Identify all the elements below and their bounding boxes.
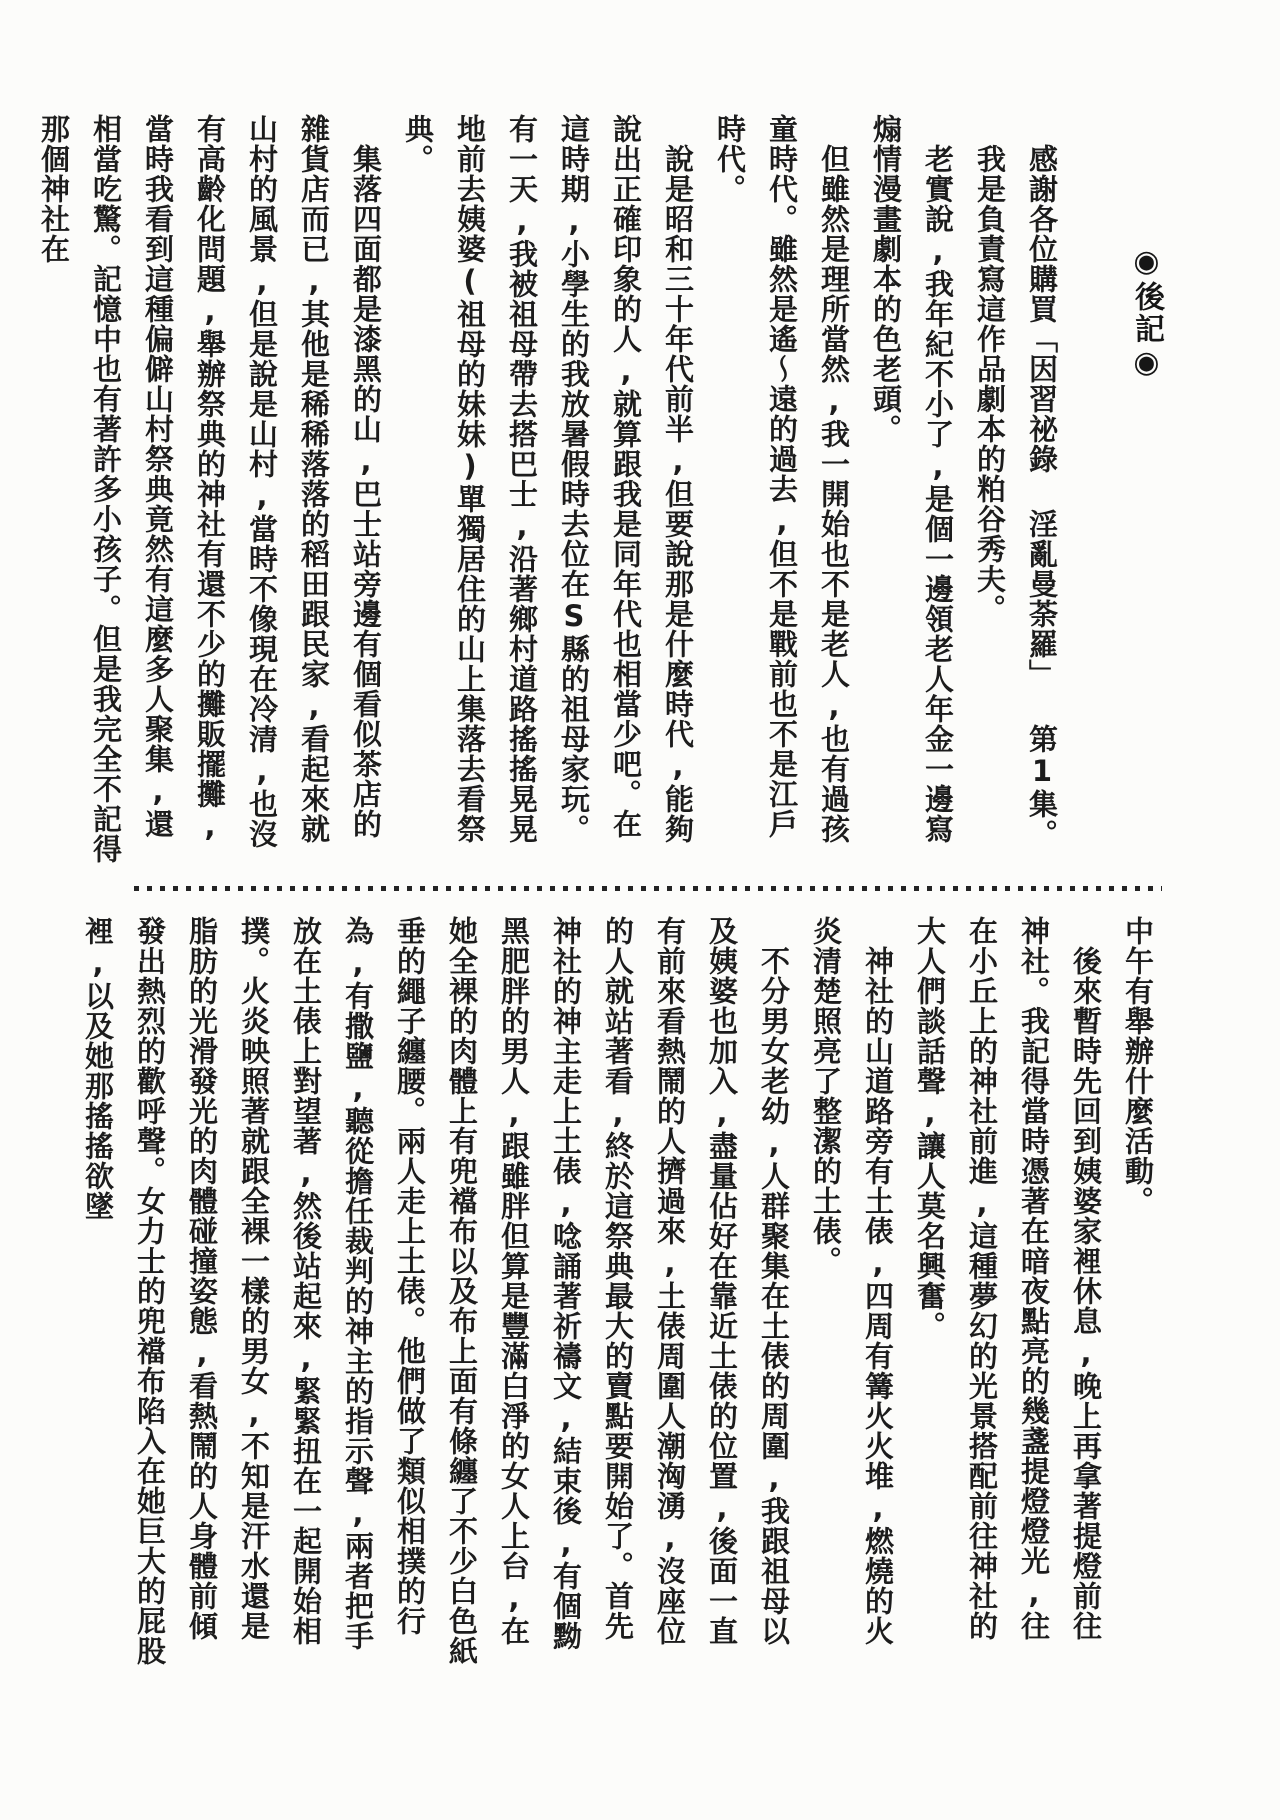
afterword-paragraph: 不分男女老幼,人群聚集在土俵的周圍,我跟祖母以及姨婆也加入,盡量佔好在靠近土俵的位置,後面一直有前來看熱鬧的人擠過來,土俵周圍人潮洶湧,沒座位的人就站著看,終於這祭典最大的賣點要開始了。首先神社的神主走上土俵,唸誦著祈禱文,結束後,有個黝黑肥胖的男人,跟雖胖但算是豐滿白淨的女人上台,在她全裸的肉體上有兜襠布以及布上面有條纏了不少白色紙垂的繩子纏腰。兩人走上土俵。他們做了類似相撲的行為,有撒鹽,聽從擔任裁判的神主的指示聲,兩者把手放在土俵上對望著,然後站起來,緊緊扭在一起開始相撲。火炎映照著就跟全裸一樣的男女,不知是汗水還是脂肪的光滑發光的肉體碰撞姿態,看熱鬧的人身體前傾發出熱烈的歡呼聲。女力士的兜襠布陷入在她巨大的屁股裡,以及她那搖搖欲墜 — [81, 916, 791, 1666]
afterword-paragraph: 感謝各位購買「因習祕錄 淫亂曼荼羅」 第1集。 — [1025, 144, 1059, 849]
afterword-heading: ◉後記◉ — [1129, 244, 1164, 382]
dotted-section-divider — [134, 886, 1162, 891]
afterword-paragraph: 集落四面都是漆黑的山,巴士站旁邊有個看似茶店的雜貨店而已,其他是稀稀落落的稻田跟民家,看起來就山村的風景,但是說是山村,當時不像現在冷清,也沒有高齡化問題,舉辦祭典的神社有還不少的攤販擺攤,當時我看到這種偏僻山村祭典竟然有這麼多人聚集,還相當吃驚。記憶中也有著許多小孩子。但是我完全不記得那個神社在 — [37, 114, 383, 864]
afterword-paragraph: 說是昭和三十年代前半,但要說那是什麼時代,能夠說出正確印象的人,就算跟我是同年代也相當少吧。在這時期,小學生的我放暑假時去位在S縣的祖母家玩。有一天,我被祖母帶去搭巴士,沿著鄉村道路搖搖晃晃地前去姨婆(祖母的妹妹)單獨居住的山上集落去看祭典。 — [401, 114, 695, 844]
afterword-paragraph: 後來暫時先回到姨婆家裡休息,晚上再拿著提燈前往神社。我記得當時憑著在暗夜點亮的幾盞提燈燈光,往在小丘上的神社前進,這種夢幻的光景搭配前往神社的大人們談話聲,讓人莫名興奮。 — [913, 916, 1103, 1641]
afterword-text-bottom-section — [81, 916, 1164, 1666]
afterword-paragraph: 但雖然是理所當然,我一開始也不是老人,也有過孩童時代。雖然是遙〜遠的過去,但不是戰前也不是江戶時代。 — [713, 114, 851, 844]
afterword-paragraph: 中午有舉辦什麼活動。 — [1121, 916, 1155, 1216]
afterword-paragraph: 老實說,我年紀不小了,是個一邊領老人年金一邊寫煽情漫畫劇本的色老頭。 — [869, 114, 955, 844]
afterword-text-top-section — [37, 114, 1068, 864]
afterword-paragraph: 神社的山道路旁有土俵,四周有篝火火堆,燃燒的火炎清楚照亮了整潔的土俵。 — [809, 916, 895, 1646]
afterword-paragraph: 我是負責寫這作品劇本的粕谷秀夫。 — [973, 144, 1007, 624]
